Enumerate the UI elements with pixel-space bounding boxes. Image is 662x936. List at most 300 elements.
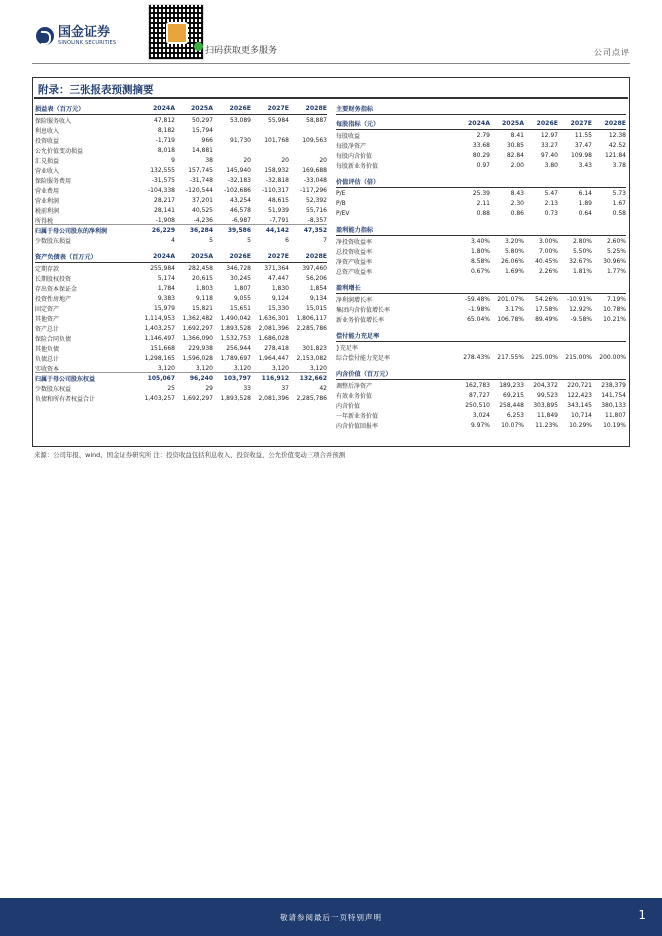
cell-value: 36,284 bbox=[189, 226, 213, 234]
cell-value: 1,490,042 bbox=[220, 314, 251, 322]
table-row bbox=[35, 115, 327, 125]
cell-value: -10.91% bbox=[566, 295, 592, 303]
cell-value: 3,120 bbox=[309, 364, 327, 372]
cell-value: 1,362,482 bbox=[182, 314, 213, 322]
cell-value: 2,153,082 bbox=[296, 354, 327, 362]
row-label: 净投资收益率 bbox=[336, 238, 373, 246]
cell-value: 380,133 bbox=[601, 401, 626, 409]
cell-value: 8.41 bbox=[510, 131, 524, 139]
row-label: P/EV bbox=[336, 209, 350, 217]
cell-value: -6,987 bbox=[231, 216, 251, 224]
cell-value: 1.69% bbox=[504, 267, 524, 275]
cell-value: 20,615 bbox=[192, 274, 213, 282]
cell-value: 3,120 bbox=[233, 364, 251, 372]
table-row bbox=[35, 323, 327, 333]
cell-value: 42 bbox=[319, 384, 327, 392]
cell-value: 250,510 bbox=[465, 401, 490, 409]
row-label: 少数股东权益 bbox=[35, 385, 72, 393]
row-label: 所得税 bbox=[35, 217, 54, 225]
cell-value: 17.58% bbox=[535, 305, 558, 313]
cell-value: 141,754 bbox=[601, 391, 626, 399]
year-header: 2026E bbox=[229, 253, 251, 260]
cell-value: 15,821 bbox=[192, 304, 213, 312]
cell-value: 217.55% bbox=[497, 353, 524, 361]
cell-value: 1.77% bbox=[606, 267, 626, 275]
cell-value: 51,939 bbox=[268, 206, 289, 214]
cell-value: 40.45% bbox=[535, 257, 558, 265]
cell-value: 37,201 bbox=[192, 196, 213, 204]
cell-value: 25.39 bbox=[472, 189, 490, 197]
row-label: 总资产收益率 bbox=[336, 268, 373, 276]
row-label: 营业收入 bbox=[35, 167, 60, 175]
table-row bbox=[336, 150, 626, 160]
cell-value: 1,893,528 bbox=[220, 324, 251, 332]
cell-value: 0.86 bbox=[510, 209, 524, 217]
section-header bbox=[336, 282, 626, 294]
cell-value: 2.80% bbox=[572, 237, 592, 245]
cell-value: 12.97 bbox=[540, 131, 558, 139]
cell-value: 69,215 bbox=[503, 391, 524, 399]
cell-value: -8,357 bbox=[307, 216, 327, 224]
cell-value: -7,791 bbox=[269, 216, 289, 224]
cell-value: 96,240 bbox=[189, 374, 213, 382]
cell-value: 26.06% bbox=[501, 257, 524, 265]
row-label: 投资性房地产 bbox=[35, 295, 72, 303]
year-header: 2027E bbox=[267, 105, 289, 112]
cell-value: 0.67% bbox=[470, 267, 490, 275]
table-row bbox=[35, 353, 327, 363]
row-divider bbox=[35, 372, 327, 373]
cell-value: 1,403,257 bbox=[144, 324, 175, 332]
table-row bbox=[336, 246, 626, 256]
section-title: 主要财务指标 bbox=[336, 106, 374, 113]
cell-value: 2.30 bbox=[510, 199, 524, 207]
cell-value: 1,636,301 bbox=[258, 314, 289, 322]
cell-value: 189,233 bbox=[499, 381, 524, 389]
row-label: 其他资产 bbox=[35, 315, 60, 323]
cell-value: -31,575 bbox=[151, 176, 175, 184]
cell-value: 20 bbox=[243, 156, 251, 164]
row-label: 资产总计 bbox=[35, 325, 60, 333]
year-header: 2024A bbox=[467, 120, 490, 127]
page-title: 附录：三张报表预测摘要 bbox=[38, 84, 154, 96]
table-row bbox=[336, 342, 626, 352]
table-row bbox=[35, 165, 327, 175]
cell-value: 43,254 bbox=[230, 196, 251, 204]
cell-value: 1,964,447 bbox=[258, 354, 289, 362]
cell-value: 11,849 bbox=[537, 411, 558, 419]
cell-value: 132,555 bbox=[150, 166, 175, 174]
cell-value: 145,940 bbox=[226, 166, 251, 174]
section-title: 价值评估（倍） bbox=[336, 179, 380, 186]
cell-value: 9,383 bbox=[157, 294, 175, 302]
cell-value: 255,984 bbox=[150, 264, 175, 272]
table-row bbox=[35, 303, 327, 313]
cell-value: 3.43 bbox=[578, 161, 592, 169]
cell-value: 44,142 bbox=[265, 226, 289, 234]
cell-value: 48,615 bbox=[268, 196, 289, 204]
cell-value: 2.13 bbox=[544, 199, 558, 207]
section-header bbox=[35, 103, 327, 115]
cell-value: 103,797 bbox=[223, 374, 251, 382]
cell-value: -4,236 bbox=[193, 216, 213, 224]
cell-value: 20 bbox=[319, 156, 327, 164]
cell-value: 1.67 bbox=[612, 199, 626, 207]
cell-value: 256,944 bbox=[226, 344, 251, 352]
row-label: 归属于母公司股东权益 bbox=[35, 375, 96, 383]
cell-value: 3.80 bbox=[544, 161, 558, 169]
year-header: 2026E bbox=[536, 120, 558, 127]
section-header bbox=[336, 176, 626, 188]
cell-value: 5.25% bbox=[606, 247, 626, 255]
cell-value: 47,352 bbox=[303, 226, 327, 234]
cell-value: 1,692,297 bbox=[182, 394, 213, 402]
wechat-icon bbox=[194, 42, 203, 51]
cell-value: 1,789,697 bbox=[220, 354, 251, 362]
table-row bbox=[336, 266, 626, 276]
section-title: 偿付能力充足率 bbox=[336, 333, 380, 340]
cell-value: 52,392 bbox=[306, 196, 327, 204]
cell-value: 1,298,165 bbox=[144, 354, 175, 362]
cell-value: 1,596,028 bbox=[182, 354, 213, 362]
cell-value: 12.92% bbox=[569, 305, 592, 313]
section-title: 损益表（百万元） bbox=[35, 106, 85, 113]
row-label: 其他负债 bbox=[35, 345, 60, 353]
cell-value: -102,686 bbox=[224, 186, 251, 194]
table-row bbox=[35, 185, 327, 195]
cell-value: -32,818 bbox=[265, 176, 289, 184]
table-row bbox=[336, 380, 626, 390]
cell-value: 2.60% bbox=[606, 237, 626, 245]
cell-value: 1.81% bbox=[572, 267, 592, 275]
table-row bbox=[35, 273, 327, 283]
row-label: 综合偿付能力充足率 bbox=[336, 354, 391, 362]
table-row bbox=[336, 236, 626, 246]
cell-value: 99,523 bbox=[537, 391, 558, 399]
cell-value: -32,183 bbox=[227, 176, 251, 184]
row-label: P/B bbox=[336, 199, 346, 207]
table-row bbox=[336, 198, 626, 208]
cell-value: 121.84 bbox=[605, 151, 626, 159]
table-row bbox=[35, 393, 327, 403]
cell-value: 33.68 bbox=[472, 141, 490, 149]
row-label: 投资收益 bbox=[35, 137, 60, 145]
cell-value: 10.07% bbox=[501, 421, 524, 429]
cell-value: 5.73 bbox=[612, 189, 626, 197]
row-label: 每股新业务价值 bbox=[336, 162, 379, 170]
cell-value: 1.89 bbox=[578, 199, 592, 207]
row-label: 长期股权投资 bbox=[35, 275, 72, 283]
row-label: 利息收入 bbox=[35, 127, 60, 135]
cell-value: 966 bbox=[201, 136, 213, 144]
cell-value: 1,366,090 bbox=[182, 334, 213, 342]
cell-value: 8,018 bbox=[157, 146, 175, 154]
row-label: 总投资收益率 bbox=[336, 248, 373, 256]
cell-value: 11.23% bbox=[535, 421, 558, 429]
cell-value: 2.79 bbox=[476, 131, 490, 139]
cell-value: 5.50% bbox=[572, 247, 592, 255]
cell-value: 10.19% bbox=[603, 421, 626, 429]
table-row bbox=[35, 383, 327, 393]
header-divider bbox=[32, 63, 630, 64]
cell-value: -117,296 bbox=[300, 186, 327, 194]
cell-value: 7.19% bbox=[606, 295, 626, 303]
cell-value: 151,668 bbox=[150, 344, 175, 352]
cell-value: 0.58 bbox=[612, 209, 626, 217]
cell-value: 278,418 bbox=[264, 344, 289, 352]
row-label: 营业利润 bbox=[35, 197, 60, 205]
cell-value: 169,688 bbox=[302, 166, 327, 174]
cell-value: 89.49% bbox=[535, 315, 558, 323]
table-row bbox=[336, 314, 626, 324]
year-header: 2025A bbox=[190, 253, 213, 260]
row-divider bbox=[35, 224, 327, 225]
cell-value: 28,141 bbox=[154, 206, 175, 214]
cell-value: 9,124 bbox=[271, 294, 289, 302]
cell-value: 2,285,786 bbox=[296, 324, 327, 332]
row-label: 内含价值 bbox=[336, 402, 361, 410]
year-header: 2024A bbox=[152, 253, 175, 260]
cell-value: 1,146,497 bbox=[144, 334, 175, 342]
cell-value: 15,651 bbox=[230, 304, 251, 312]
cell-value: 33.27 bbox=[540, 141, 558, 149]
section-header bbox=[336, 224, 626, 236]
table-row bbox=[336, 130, 626, 140]
table-row bbox=[35, 145, 327, 155]
section-header bbox=[336, 330, 626, 342]
cell-value: 10.78% bbox=[603, 305, 626, 313]
row-label: 公允价值变动损益 bbox=[35, 147, 84, 155]
cell-value: 47,812 bbox=[154, 116, 175, 124]
cell-value: 1,403,257 bbox=[144, 394, 175, 402]
cell-value: 40,525 bbox=[192, 206, 213, 214]
table-row bbox=[336, 140, 626, 150]
section-title: 内含价值（百万元） bbox=[336, 371, 392, 378]
cell-value: 278.43% bbox=[463, 353, 490, 361]
disclaimer-text: 敬请参阅最后一页特别声明 bbox=[280, 913, 382, 922]
cell-value: 1,532,753 bbox=[220, 334, 251, 342]
logo-icon bbox=[36, 27, 54, 45]
cell-value: 6.14 bbox=[578, 189, 592, 197]
cell-value: 0.64 bbox=[578, 209, 592, 217]
cell-value: 3.78 bbox=[612, 161, 626, 169]
year-header: 2028E bbox=[604, 120, 626, 127]
title-bar bbox=[34, 79, 628, 99]
section-title: 盈利增长 bbox=[336, 285, 361, 292]
table-row bbox=[336, 352, 626, 362]
cell-value: 1,806,117 bbox=[296, 314, 327, 322]
row-label: 保险服务收入 bbox=[35, 117, 72, 125]
cell-value: 6,253 bbox=[506, 411, 524, 419]
cell-value: 225.00% bbox=[531, 353, 558, 361]
cell-value: 2,081,396 bbox=[258, 394, 289, 402]
cell-value: 87,727 bbox=[469, 391, 490, 399]
cell-value: 9,118 bbox=[195, 294, 213, 302]
cell-value: 53,089 bbox=[230, 116, 251, 124]
table-row bbox=[35, 175, 327, 185]
cell-value: -1.98% bbox=[468, 305, 490, 313]
cell-value: 38 bbox=[205, 156, 213, 164]
cell-value: 65.04% bbox=[467, 315, 490, 323]
cell-value: 303,895 bbox=[533, 401, 558, 409]
cell-value: 162,783 bbox=[465, 381, 490, 389]
cell-value: 158,932 bbox=[264, 166, 289, 174]
cell-value: 50,297 bbox=[192, 116, 213, 124]
table-row bbox=[336, 188, 626, 198]
cell-value: 26,229 bbox=[151, 226, 175, 234]
row-label: 实收资本 bbox=[35, 365, 60, 373]
row-label: 保险合同负债 bbox=[35, 335, 72, 343]
table-row bbox=[336, 208, 626, 218]
table-row bbox=[336, 390, 626, 400]
cell-value: -9.58% bbox=[570, 315, 592, 323]
cell-value: 220,721 bbox=[567, 381, 592, 389]
cell-value: 25 bbox=[167, 384, 175, 392]
cell-value: 122,423 bbox=[567, 391, 592, 399]
cell-value: 3.40% bbox=[470, 237, 490, 245]
scan-text: 扫码获取更多服务 bbox=[205, 46, 278, 56]
cell-value: 8,182 bbox=[157, 126, 175, 134]
cell-value: 258,448 bbox=[499, 401, 524, 409]
row-label: 有效业务价值 bbox=[336, 392, 373, 400]
cell-value: 2,081,396 bbox=[258, 324, 289, 332]
cell-value: 30.96% bbox=[603, 257, 626, 265]
page-footer bbox=[0, 898, 662, 936]
cell-value: 15,979 bbox=[154, 304, 175, 312]
table-row bbox=[336, 400, 626, 410]
table-row bbox=[35, 373, 327, 383]
cell-value: 3,120 bbox=[271, 364, 289, 372]
cell-value: 47,447 bbox=[268, 274, 289, 282]
cell-value: 3,120 bbox=[157, 364, 175, 372]
cell-value: 10,714 bbox=[571, 411, 592, 419]
table-row bbox=[35, 125, 327, 135]
year-header: 2028E bbox=[305, 253, 327, 260]
cell-value: 7 bbox=[323, 236, 327, 244]
qr-code[interactable] bbox=[148, 4, 204, 60]
row-label: 税前利润 bbox=[35, 207, 60, 215]
cell-value: 1.80% bbox=[470, 247, 490, 255]
cell-value: 3.00% bbox=[538, 237, 558, 245]
cell-value: 10.29% bbox=[569, 421, 592, 429]
cell-value: 80.29 bbox=[472, 151, 490, 159]
table-row bbox=[35, 235, 327, 245]
cell-value: 0.97 bbox=[476, 161, 490, 169]
cell-value: 1,854 bbox=[309, 284, 327, 292]
cell-value: 30.85 bbox=[506, 141, 524, 149]
table-row bbox=[35, 333, 327, 343]
cell-value: 9.97% bbox=[470, 421, 490, 429]
cell-value: 106.78% bbox=[497, 315, 524, 323]
cell-value: 14,881 bbox=[192, 146, 213, 154]
cell-value: 397,460 bbox=[302, 264, 327, 272]
cell-value: 3,024 bbox=[472, 411, 490, 419]
year-header: 2024A bbox=[152, 105, 175, 112]
row-label: 负债和所有者权益合计 bbox=[35, 395, 96, 403]
cell-value: 301,823 bbox=[302, 344, 327, 352]
cell-value: 3.20% bbox=[504, 237, 524, 245]
cell-value: 58,887 bbox=[306, 116, 327, 124]
table-row bbox=[35, 313, 327, 323]
cell-value: 7.00% bbox=[538, 247, 558, 255]
cell-value: -1,719 bbox=[155, 136, 175, 144]
cell-value: 82.84 bbox=[506, 151, 524, 159]
table-row bbox=[35, 293, 327, 303]
cell-value: -33,048 bbox=[303, 176, 327, 184]
cell-value: 55,984 bbox=[268, 116, 289, 124]
row-label: 净资产收益率 bbox=[336, 258, 373, 266]
year-header: 2027E bbox=[570, 120, 592, 127]
cell-value: 8.43 bbox=[510, 189, 524, 197]
cell-value: 2.00 bbox=[510, 161, 524, 169]
cell-value: 37.47 bbox=[574, 141, 592, 149]
cell-value: 32.67% bbox=[569, 257, 592, 265]
row-label: 固定资产 bbox=[35, 305, 60, 313]
cell-value: -120,544 bbox=[186, 186, 213, 194]
cell-value: 2,285,786 bbox=[296, 394, 327, 402]
page-header bbox=[0, 0, 662, 62]
cell-value: 1,893,528 bbox=[220, 394, 251, 402]
cell-value: -1,908 bbox=[155, 216, 175, 224]
row-label: 每股内含价值 bbox=[336, 152, 373, 160]
table-row bbox=[336, 294, 626, 304]
cell-value: 3,120 bbox=[195, 364, 213, 372]
cell-value: -31,748 bbox=[189, 176, 213, 184]
cell-value: 46,578 bbox=[230, 206, 251, 214]
row-label: 内含价值回报率 bbox=[336, 422, 379, 430]
cell-value: 5 bbox=[209, 236, 213, 244]
cell-value: 2.11 bbox=[476, 199, 490, 207]
cell-value: 157,745 bbox=[188, 166, 213, 174]
section-title: 资产负债表（百万元） bbox=[35, 254, 97, 261]
cell-value: 42.52 bbox=[608, 141, 626, 149]
cell-value: 20 bbox=[281, 156, 289, 164]
cell-value: -104,338 bbox=[148, 186, 175, 194]
row-label: 调整后净资产 bbox=[336, 382, 373, 390]
cell-value: 1,692,297 bbox=[182, 324, 213, 332]
cell-value: 12.38 bbox=[608, 131, 626, 139]
cell-value: 3.17% bbox=[504, 305, 524, 313]
logo-name-cn: 国金证券 bbox=[58, 25, 111, 40]
cell-value: 5,174 bbox=[157, 274, 175, 282]
section-header bbox=[336, 368, 626, 380]
cell-value: 1,807 bbox=[233, 284, 251, 292]
year-header: 2027E bbox=[267, 253, 289, 260]
section-header bbox=[35, 251, 327, 263]
cell-value: 30,245 bbox=[230, 274, 251, 282]
cell-value: 4 bbox=[171, 236, 175, 244]
logo-name-en: SINOLINK SECURITIES bbox=[58, 40, 117, 46]
cell-value: 9,134 bbox=[309, 294, 327, 302]
row-label: 新业务价值增长率 bbox=[336, 316, 385, 324]
row-label: 净利润增长率 bbox=[336, 296, 373, 304]
cell-value: 55,716 bbox=[306, 206, 327, 214]
table-row bbox=[35, 263, 327, 273]
row-label: 归属于母公司股东的净利润 bbox=[35, 227, 108, 235]
cell-value: 29 bbox=[205, 384, 213, 392]
source-note: 来源：公司年报、wind、国金证券研究所 注：投资收益包括利息收入、投资收益、公允价值变动三项合并预测 bbox=[34, 451, 346, 459]
year-header: 2025A bbox=[190, 105, 213, 112]
table-row bbox=[35, 135, 327, 145]
cell-value: -59.48% bbox=[464, 295, 490, 303]
cell-value: 229,938 bbox=[188, 344, 213, 352]
cell-value: 8.58% bbox=[470, 257, 490, 265]
cell-value: 215.00% bbox=[565, 353, 592, 361]
row-label: P/E bbox=[336, 189, 346, 197]
row-label: 营业费用 bbox=[35, 187, 60, 195]
cell-value: 105,067 bbox=[147, 374, 175, 382]
row-label: 保险服务费用 bbox=[35, 177, 72, 185]
